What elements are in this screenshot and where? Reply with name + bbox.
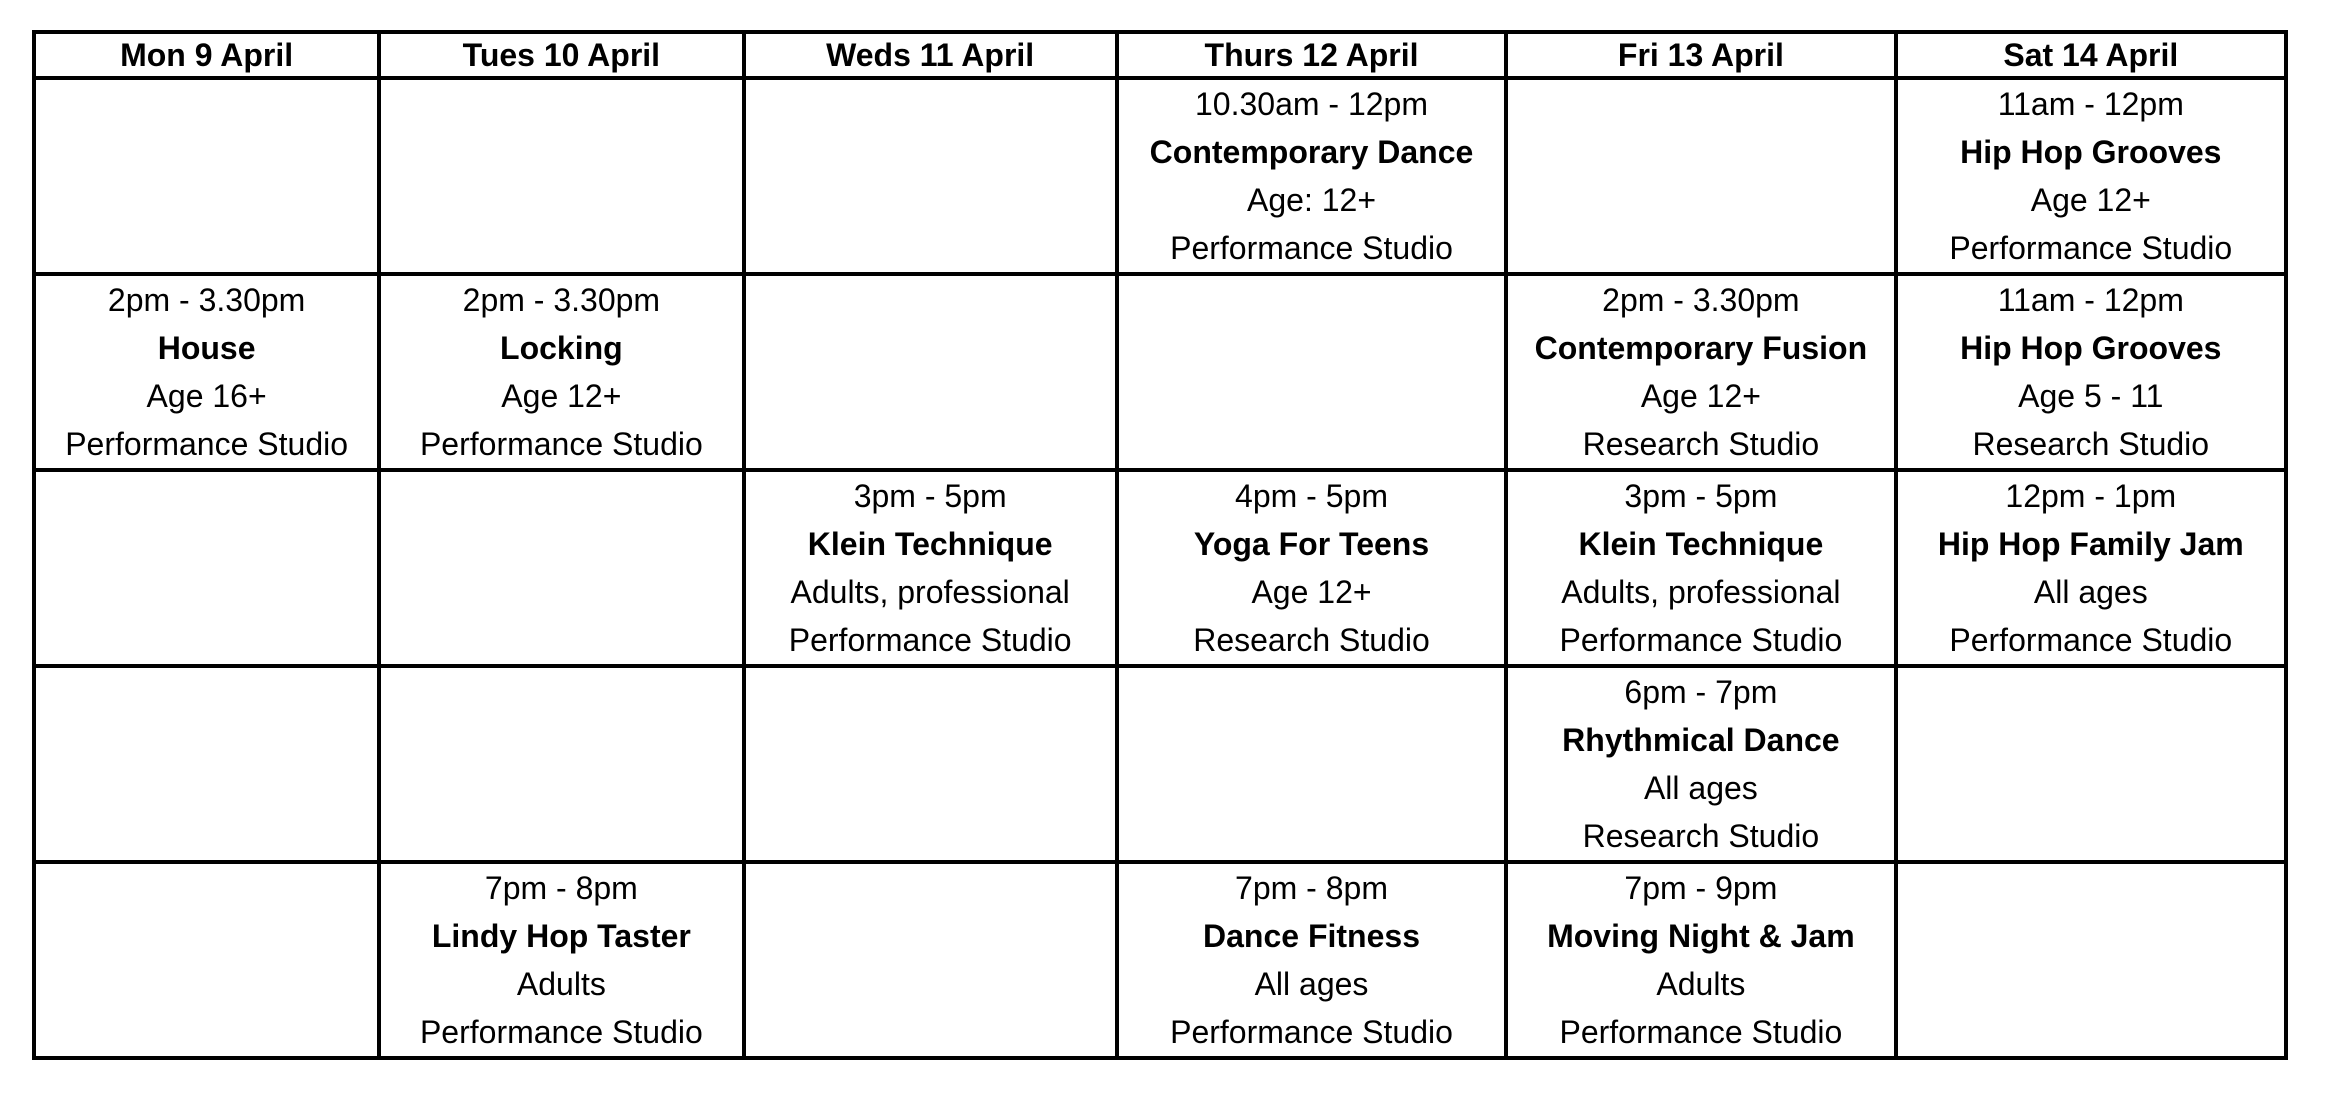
- session-time: 7pm - 9pm: [1624, 870, 1778, 906]
- timetable-row: [34, 274, 2286, 470]
- empty-cell: [34, 78, 379, 274]
- empty-cell: [1117, 274, 1506, 470]
- session-age: Adults, professional: [790, 574, 1070, 610]
- session-cell: [379, 862, 743, 1058]
- session-time: 2pm - 3.30pm: [107, 282, 306, 318]
- session-time: 3pm - 5pm: [853, 478, 1007, 514]
- timetable-row: [34, 862, 2286, 1058]
- session-time: 11am - 12pm: [1997, 282, 2184, 318]
- session-cell: [1506, 862, 1895, 1058]
- session-venue: Performance Studio: [1559, 1014, 1843, 1050]
- session-time: 11am - 12pm: [1997, 86, 2184, 122]
- session-title: Hip Hop Family Jam: [1937, 526, 2244, 562]
- session-venue: Performance Studio: [65, 426, 349, 462]
- session-age: Adults, professional: [1561, 574, 1841, 610]
- empty-cell: [379, 666, 743, 862]
- session-time: 3pm - 5pm: [1624, 478, 1778, 514]
- day-header-fri: Fri 13 April: [1506, 32, 1895, 78]
- session-time: 12pm - 1pm: [2005, 478, 2177, 514]
- session-venue: Performance Studio: [1949, 622, 2233, 658]
- session-age: Age 12+: [1251, 574, 1372, 610]
- session-title: Klein Technique: [1578, 526, 1824, 562]
- session-title: Locking: [500, 330, 623, 366]
- timetable-row: [34, 666, 2286, 862]
- session-time: 10.30am - 12pm: [1194, 86, 1428, 122]
- session-venue: Performance Studio: [788, 622, 1072, 658]
- session-cell: [1117, 470, 1506, 666]
- session-title: Contemporary Fusion: [1534, 330, 1868, 366]
- session-venue: Research Studio: [1582, 426, 1820, 462]
- session-time: 2pm - 3.30pm: [1602, 282, 1800, 318]
- empty-cell: [379, 78, 743, 274]
- session-time: 6pm - 7pm: [1624, 674, 1778, 710]
- day-header-mon: Mon 9 April: [34, 32, 379, 78]
- empty-cell: [744, 78, 1117, 274]
- timetable-row: [34, 470, 2286, 666]
- session-time: 7pm - 8pm: [484, 870, 638, 906]
- session-title: Dance Fitness: [1203, 918, 1420, 954]
- session-title: Yoga For Teens: [1193, 526, 1430, 562]
- session-title: Moving Night & Jam: [1547, 918, 1855, 954]
- day-header-weds: Weds 11 April: [744, 32, 1117, 78]
- empty-cell: [1117, 666, 1506, 862]
- empty-cell: [1896, 862, 2286, 1058]
- session-title: House: [157, 330, 256, 366]
- session-cell: [379, 274, 743, 470]
- empty-cell: [34, 470, 379, 666]
- session-venue: Research Studio: [1972, 426, 2210, 462]
- session-age: Age 12+: [1640, 378, 1761, 414]
- empty-cell: [744, 862, 1117, 1058]
- session-cell: [1896, 470, 2286, 666]
- session-venue: Research Studio: [1193, 622, 1430, 658]
- session-age: Age 12+: [2030, 182, 2151, 218]
- day-header-tues: Tues 10 April: [379, 32, 743, 78]
- session-age: Age: 12+: [1247, 182, 1376, 218]
- session-title: Klein Technique: [807, 526, 1053, 562]
- session-age: All ages: [2033, 574, 2148, 610]
- empty-cell: [34, 666, 379, 862]
- session-title: Rhythmical Dance: [1562, 722, 1840, 758]
- session-venue: Performance Studio: [1170, 230, 1453, 266]
- session-title: Hip Hop Grooves: [1960, 134, 2222, 170]
- day-header-sat: Sat 14 April: [1896, 32, 2286, 78]
- empty-cell: [1896, 666, 2286, 862]
- session-title: Contemporary Dance: [1149, 134, 1474, 170]
- session-cell: [34, 274, 379, 470]
- empty-cell: [744, 666, 1117, 862]
- session-time: 7pm - 8pm: [1235, 870, 1388, 906]
- empty-cell: [379, 470, 743, 666]
- timetable-row: [34, 78, 2286, 274]
- session-venue: Research Studio: [1582, 818, 1820, 854]
- session-venue: Performance Studio: [419, 426, 703, 462]
- session-title: Lindy Hop Taster: [431, 918, 691, 954]
- session-age: Age 16+: [146, 378, 267, 414]
- empty-cell: [744, 274, 1117, 470]
- session-cell: [1117, 862, 1506, 1058]
- session-age: All ages: [1254, 966, 1369, 1002]
- session-age: Age 5 - 11: [2018, 378, 2164, 414]
- session-time: 4pm - 5pm: [1235, 478, 1388, 514]
- timetable-body: [34, 78, 2286, 1058]
- session-venue: Performance Studio: [419, 1014, 703, 1050]
- session-cell: [1506, 274, 1895, 470]
- empty-cell: [1506, 78, 1895, 274]
- session-age: Adults: [516, 966, 606, 1002]
- session-venue: Performance Studio: [1559, 622, 1843, 658]
- session-age: All ages: [1643, 770, 1758, 806]
- session-time: 2pm - 3.30pm: [462, 282, 661, 318]
- session-cell: [1506, 470, 1895, 666]
- day-header-thurs: Thurs 12 April: [1117, 32, 1506, 78]
- session-venue: Performance Studio: [1949, 230, 2233, 266]
- session-age: Adults: [1656, 966, 1746, 1002]
- header-row: [34, 32, 2286, 78]
- session-cell: [1896, 274, 2286, 470]
- session-venue: Performance Studio: [1170, 1014, 1453, 1050]
- session-cell: [1896, 78, 2286, 274]
- session-title: Hip Hop Grooves: [1960, 330, 2222, 366]
- session-cell: [1117, 78, 1506, 274]
- timetable: [32, 30, 2288, 1060]
- empty-cell: [34, 862, 379, 1058]
- session-age: Age 12+: [501, 378, 622, 414]
- session-cell: [744, 470, 1117, 666]
- session-cell: [1506, 666, 1895, 862]
